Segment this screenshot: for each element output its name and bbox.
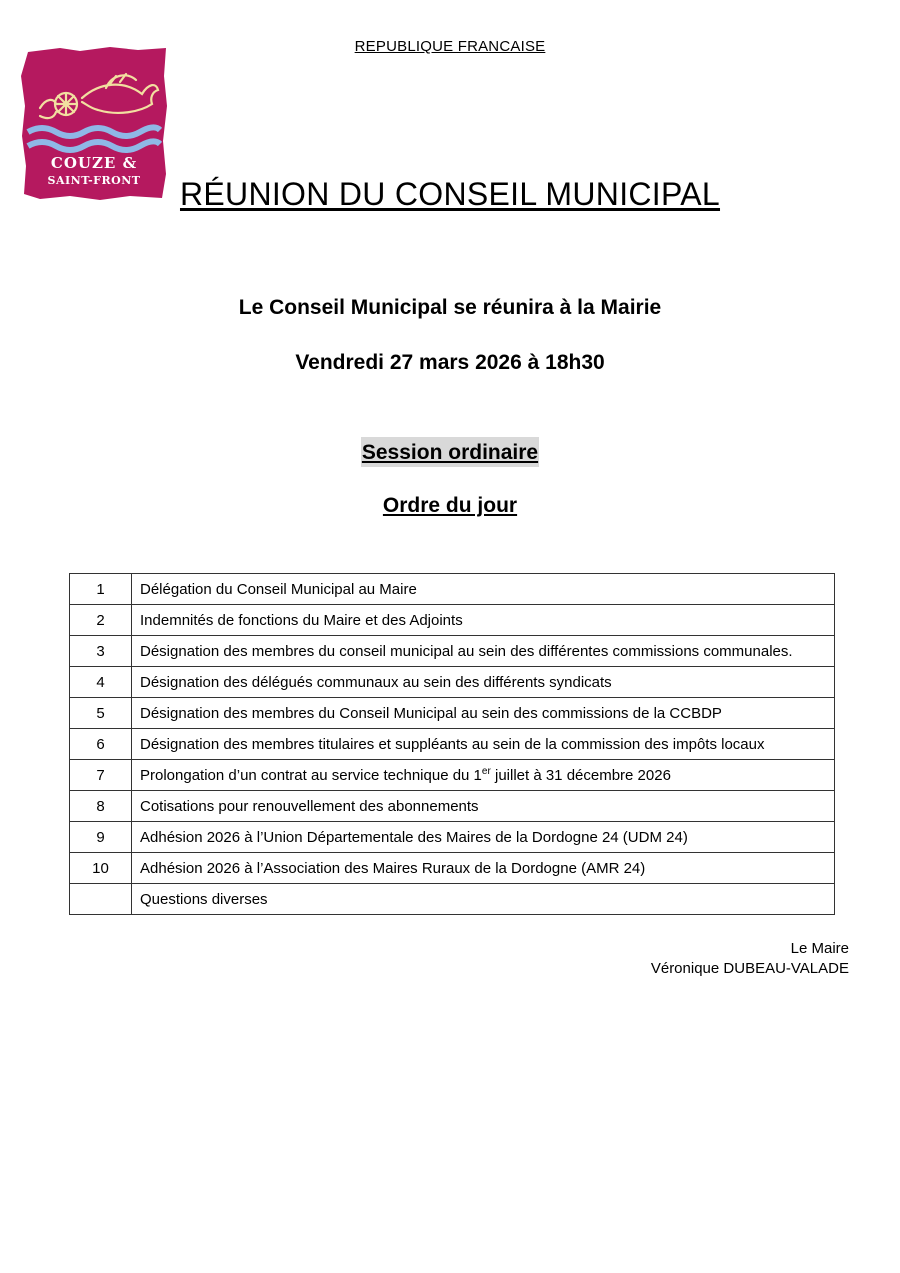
table-row	[70, 822, 835, 853]
agenda-item-text: Désignation des membres titulaires et suppléants au sein de la commission des impôts locaux	[132, 729, 835, 760]
table-row	[70, 667, 835, 698]
logo-text-line1: COUZE &	[50, 154, 138, 172]
agenda-item-text	[132, 760, 835, 791]
signature-role: Le Maire	[790, 940, 849, 957]
agenda-table	[69, 573, 835, 915]
table-row	[70, 636, 835, 667]
agenda-item-number: 10	[70, 853, 132, 884]
agenda-item-text: Indemnités de fonctions du Maire et des Adjoints	[132, 605, 835, 636]
session-type-wrapper	[0, 437, 900, 467]
table-row	[70, 605, 835, 636]
agenda-item-number: 2	[70, 605, 132, 636]
agenda-item-text: Désignation des membres du conseil municipal au sein des différentes commissions communales.	[132, 636, 835, 667]
table-row	[70, 729, 835, 760]
agenda-item-number: 9	[70, 822, 132, 853]
agenda-item-number: 4	[70, 667, 132, 698]
page-title: RÉUNION DU CONSEIL MUNICIPAL	[179, 176, 721, 212]
table-row	[70, 884, 835, 915]
agenda-item-text: Délégation du Conseil Municipal au Maire	[132, 574, 835, 605]
agenda-item-text: Questions diverses	[132, 884, 835, 915]
table-row	[70, 698, 835, 729]
table-row	[70, 574, 835, 605]
republique-francaise-header: REPUBLIQUE FRANCAISE	[354, 38, 546, 55]
logo-text-line2: SAINT-FRONT	[47, 174, 141, 187]
agenda-item-text-after: juillet à 31 décembre 2026	[490, 766, 671, 784]
agenda-heading: Ordre du jour	[382, 494, 518, 517]
agenda-item-text: Désignation des membres du Conseil Municipal au sein des commissions de la CCBDP	[132, 698, 835, 729]
signature-block	[651, 939, 849, 979]
agenda-item-text: Désignation des délégués communaux au sein des différents syndicats	[132, 667, 835, 698]
table-row	[70, 760, 835, 791]
agenda-item-number: 3	[70, 636, 132, 667]
session-type: Session ordinaire	[361, 437, 539, 467]
agenda-item-text: Adhésion 2026 à l’Association des Maires Ruraux de la Dordogne (AMR 24)	[132, 853, 835, 884]
agenda-item-text: Cotisations pour renouvellement des abonnements	[132, 791, 835, 822]
agenda-item-number: 8	[70, 791, 132, 822]
agenda-item-number: 7	[70, 760, 132, 791]
table-row	[70, 853, 835, 884]
meeting-date: Vendredi 27 mars 2026 à 18h30	[295, 351, 605, 374]
agenda-item-number: 1	[70, 574, 132, 605]
meeting-location: Le Conseil Municipal se réunira à la Mairie	[238, 296, 662, 319]
agenda-item-number: 5	[70, 698, 132, 729]
agenda-item-number: 6	[70, 729, 132, 760]
signature-name: Véronique DUBEAU-VALADE	[650, 960, 849, 977]
agenda-item-text-superscript: er	[481, 765, 491, 777]
agenda-item-text: Adhésion 2026 à l’Union Départementale des Maires de la Dordogne 24 (UDM 24)	[132, 822, 835, 853]
agenda-item-number	[70, 884, 132, 915]
table-row	[70, 791, 835, 822]
agenda-item-text-before: Prolongation d’un contrat au service technique du 1	[140, 766, 482, 784]
